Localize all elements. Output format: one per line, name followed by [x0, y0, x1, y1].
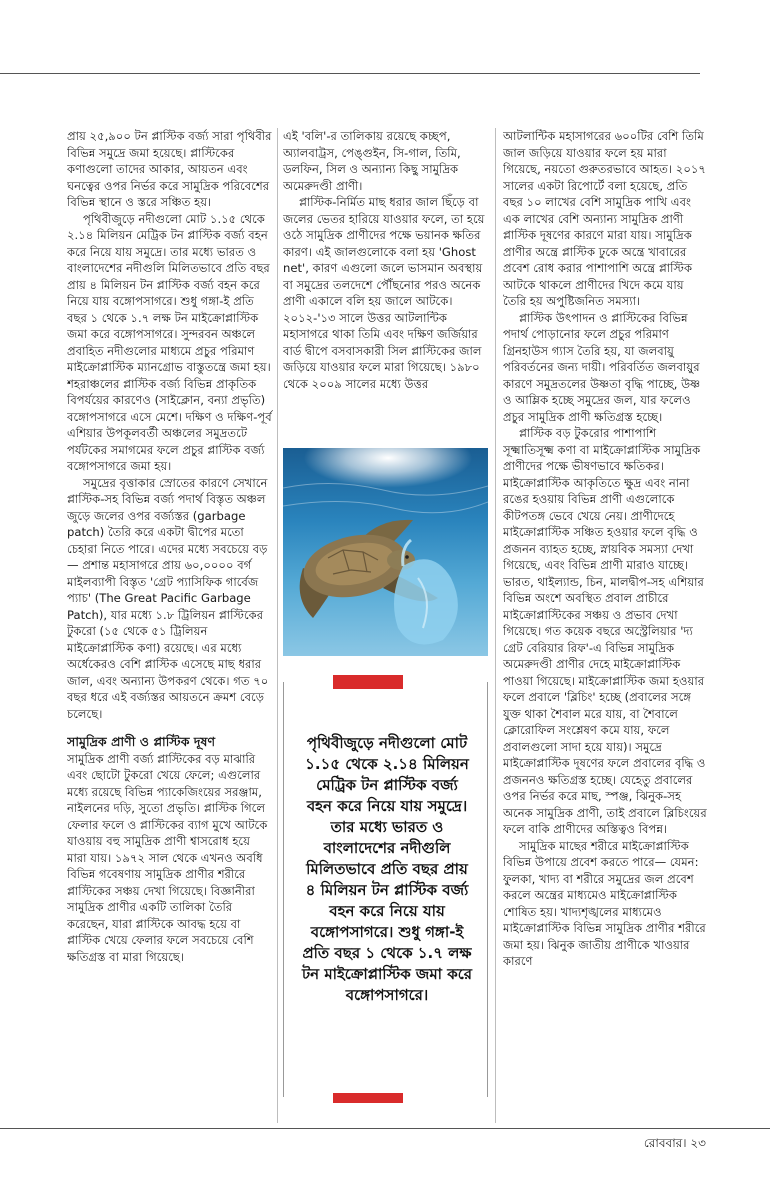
sea-turtle-photo: [283, 448, 488, 656]
accent-bar: [333, 1093, 403, 1103]
column-divider: [277, 128, 278, 1123]
paragraph: সামুদ্রিক মাছের শরীরে মাইক্রোপ্লাস্টিক বিভিন্ন উপায়ে প্রবেশ করতে পারে— যেমন: ফুলকা, খাদ্য বা শরীরে সমুদ্রের জল প্রবেশ করলে অন্ত্রের মাধ্যমেও মাইক্রোপ্লাস্টিক শোষিত হয়। খাদ্যশৃঙ্খলের মাধ্যমেও মাইক্রোপ্লাস্টিক বিভিন্ন সামুদ্রিক প্রাণীর শরীরে জমা হয়। ঝিনুক জাতীয় প্রাণীকে খাওয়ার কারণে: [503, 838, 706, 968]
paragraph: পৃথিবীজুড়ে নদীগুলো মোট ১.১৫ থেকে ২.১৪ মিলিয়ন মেট্রিক টন প্লাস্টিক বর্জ্য বহন করে নিয়ে যায় সমুদ্রে। তার মধ্যে ভারত ও বাংলাদেশের নদীগুলি মিলিতভাবে প্রতি বছর প্রায় ৪ মিলিয়ন টন প্লাস্টিক বর্জ্য বহন করে নিয়ে যায় বঙ্গোপসাগরে। শুধু গঙ্গা-ই প্রতি বছর ১ থেকে ১.৭ লক্ষ টন মাইক্রোপ্লাস্টিক জমা করে বঙ্গোপসাগরে। সুন্দরবন অঞ্চলে প্রবাহিত নদীগুলোর মাধ্যমে প্রচুর পরিমাণ মাইক্রোপ্লাস্টিক ম্যানগ্রোভ বাস্তুতন্ত্রে জমা হয়। শহরাঞ্চলের প্লাস্টিক বর্জ্য বিভিন্ন প্রাকৃতিক বিপর্যয়ের কারণেও (সাইক্লোন, বন্যা প্রভৃতি) বঙ্গোপসাগরে এসে মেশে। দক্ষিণ ও দক্ষিণ-পূর্ব এশিয়ার উপকূলবর্তী অঞ্চলের সমুদ্রতটে পর্যটকের সমাগমের ফলে প্রচুর প্লাস্টিক বর্জ্য বঙ্গোপসাগরে জমা হয়।: [67, 211, 272, 473]
top-rule: [0, 73, 700, 74]
paragraph: প্লাস্টিক বড় টুকরোর পাশাপাশি সূক্ষ্মাতিসূক্ষ্ম কণা বা মাইক্রোপ্লাস্টিক সামুদ্রিক প্রাণীদের পক্ষে ভীষণভাবে ক্ষতিকর। মাইক্রোপ্লাস্টিক আকৃতিতে ক্ষুদ্র এবং নানা রঙের হওয়ায় বিভিন্ন প্রাণী এগুলোকে কীটপতঙ্গ ভেবে খেয়ে নেয়। প্রাণীদেহে মাইক্রোপ্লাস্টিক সঞ্চিত হওয়ার ফলে বৃদ্ধি ও প্রজনন ব্যাহত হচ্ছে, স্নায়বিক সমস্যা দেখা গিয়েছে, এবং বিভিন্ন প্রাণী মারাও যাচ্ছে। ভারত, থাইল্যান্ড, চিন, মালদ্বীপ-সহ এশিয়ার বিভিন্ন অংশে অবস্থিত প্রবাল প্রাচীরে মাইক্রোপ্লাস্টিকের সঞ্চয় ও প্রভাব দেখা গিয়েছে। গত কয়েক বছরে অস্ট্রেলিয়ার 'দ্য গ্রেট বেরিয়ার রিফ'-এ বিভিন্ন সামুদ্রিক অমেরুদণ্ডী প্রাণীর দেহে মাইক্রোপ্লাস্টিক পাওয়া গিয়েছে। মাইক্রোপ্লাস্টিক জমা হওয়ার ফলে প্রবালে 'ব্লিচিং' হচ্ছে (প্রবালের সঙ্গে যুক্ত থাকা শৈবাল মরে যায়, বা শৈবালে ক্লোরোফিল সংশ্লেষণ কমে যায়, ফলে প্রবালগুলো সাদা হয়ে যায়)। সমুদ্রে মাইক্রোপ্লাস্টিক দূষণের ফলে প্রবালের বৃদ্ধি ও প্রজননও ক্ষতিগ্রস্ত হচ্ছে। যেহেতু প্রবালের ওপর নির্ভর করে মাছ, স্পঞ্জ, ঝিনুক-সহ অনেক সামুদ্রিক প্রাণী, তাই প্রবালে ব্লিচিংয়ের ফলে বাকি প্রাণীদের অস্তিত্বও বিপন্ন।: [503, 426, 707, 836]
accent-bar: [333, 675, 403, 689]
pull-quote: [283, 675, 488, 1125]
paragraph: আটলান্টিক মহাসাগরের ৬০০টির বেশি তিমি জাল জড়িয়ে যাওয়ার ফলে হয় মারা গিয়েছে, নয়তো গুরুতরভাবে আহত। ২০১৭ সালের একটা রিপোর্টে বলা হয়েছে, প্রতি বছর ১০ লাখের বেশি সামুদ্রিক পাখি এবং এক লাখের বেশি অন্যান্য সামুদ্রিক প্রাণী প্লাস্টিক দূষণের কারণে মারা যায়। সামুদ্রিক প্রাণীর অন্ত্রে প্লাস্টিক ঢুকে অন্ত্রে খাবারের প্রবেশ রোধ করার পাশাপাশি অন্ত্রে প্লাস্টিক আটকে থাকলে প্রাণীদের খিদে কমে যায় তৈরি হয় অপুষ্টিজনিত সমস্যা।: [503, 129, 706, 308]
paragraph: প্রায় ২৫,৯০০ টন প্লাস্টিক বর্জ্য সারা পৃথিবীর বিভিন্ন সমুদ্রে জমা হয়েছে। প্লাস্টিকের কণাগুলো তাদের আকার, আয়তন এবং ঘনত্বের ওপর নির্ভর করে সামুদ্রিক পরিবেশের বিভিন্ন স্থানে ও স্তরে সঞ্চিত হয়।: [67, 129, 272, 209]
page-footer: রোববার। ২৩: [643, 1136, 706, 1150]
pull-quote-text: পৃথিবীজুড়ে নদীগুলো মোট ১.১৫ থেকে ২.১৪ মিলিয়ন মেট্রিক টন প্লাস্টিক বর্জ্য বহন করে নিয়ে যায় সমুদ্রে। তার মধ্যে ভারত ও বাংলাদেশের নদীগুলি মিলিতভাবে প্রতি বছর প্রায় ৪ মিলিয়ন টন প্লাস্টিক বর্জ্য বহন করে নিয়ে যায় বঙ্গোপসাগরে। শুধু গঙ্গা-ই প্রতি বছর ১ থেকে ১.৭ লক্ষ টন মাইক্রোপ্লাস্টিক জমা করে বঙ্গোপসাগরে।: [301, 734, 473, 1004]
paragraph: প্লাস্টিক-নির্মিত মাছ ধরার জাল ছিঁড়ে বা জলের ভেতর হারিয়ে যাওয়ার ফলে, তা হয়ে ওঠে সামুদ্রিক প্রাণীদের পক্ষে ভয়ানক ক্ষতির কারণ। এই জালগুলোকে বলা হয় 'Ghost net', কারণ এগুলো জলে ভাসমান অবস্থায় বা সমুদ্রের তলদেশে পৌঁছনোর পরও অনেক প্রাণী একালে বলি হয় জালে আটকে। ২০১২-'১৩ সালে উত্তর আটলান্টিক মহাসাগরে থাকা তিমি এবং দক্ষিণ জর্জিয়ার বার্ড দ্বীপে বসবাসকারী সিল প্লাস্টিকের জাল জড়িয়ে যাওয়ার ফলে মারা গিয়েছে। ১৯৮০ থেকে ২০০৯ সালের মধ্যে উত্তর: [283, 195, 485, 391]
article-column-2: [283, 128, 488, 433]
section-heading: সামুদ্রিক প্রাণী ও প্লাস্টিক দূষণ: [67, 734, 216, 749]
column-divider: [495, 128, 496, 1123]
turtle-illustration-icon: [283, 448, 488, 656]
article-column-3: [503, 128, 708, 1113]
bottom-rule: [0, 1128, 770, 1129]
article-column-1: [67, 128, 273, 1113]
paragraph: প্লাস্টিক উৎপাদন ও প্লাস্টিকের বিভিন্ন পদার্থ পোড়ানোর ফলে প্রচুর পরিমাণ গ্রিনহাউস গ্যাস তৈরি হয়, যা জলবায়ু পরিবর্তনের জন্য দায়ী। পরিবর্তিত জলবায়ুর কারণে সমুদ্রতলের উষ্ণতা বৃদ্ধি পাচ্ছে, উষ্ণ ও আম্লিক হচ্ছে সমুদ্রের জল, যার ফলেও প্রচুর সামুদ্রিক প্রাণী ক্ষতিগ্রস্ত হচ্ছে।: [503, 310, 701, 424]
paragraph: এই 'বলি'-র তালিকায় রয়েছে কচ্ছপ, অ্যালবাট্রস, পেঙ্গুইন, সি-গাল, তিমি, ডলফিন, সিল ও অন্যান্য কিছু সামুদ্রিক অমেরুদণ্ডী প্রাণী।: [283, 129, 461, 193]
paragraph: সামুদ্রিক প্রাণী বর্জ্য প্লাস্টিকের বড় মাঝারি এবং ছোটো টুকরো খেয়ে ফেলে; এগুলোর মধ্যে রয়েছে বিভিন্ন প্যাকেজিংয়ের সরঞ্জাম, নাইলনের দড়ি, সুতো প্রভৃতি। প্লাস্টিক গিলে ফেলার ফলে ও প্লাস্টিকের ব্যাগ মুখে আটকে যাওয়ায় বহু সামুদ্রিক প্রাণী শ্বাসরোধ হয়ে মারা যায়। ১৯৭২ সাল থেকে এখনও অবধি বিভিন্ন গবেষণায় সামুদ্রিক প্রাণীর শরীরে প্লাস্টিকের সঞ্চয় দেখা গিয়েছে। বিজ্ঞানীরা সামুদ্রিক প্রাণীর একটি তালিকা তৈরি করেছেন, যারা প্লাস্টিকে আবদ্ধ হয়ে বা প্লাস্টিক খেয়ে ফেলার ফলে সবচেয়ে বেশি ক্ষতিগ্রস্ত বা মারা গিয়েছে।: [67, 751, 268, 964]
paragraph: সমুদ্রের বৃত্তাকার স্রোতের কারণে সেখানে প্লাস্টিক-সহ বিভিন্ন বর্জ্য পদার্থ বিস্তৃত অঞ্চল জুড়ে জলের ওপর বর্জ্যস্তর (garbage patch) তৈরি করে একটা দ্বীপের মতো চেহারা নিতে পারে। এদের মধ্যে সবচেয়ে বড়— প্রশান্ত মহাসাগরে প্রায় ৬০,০০০০ বর্গ মাইলব্যাপী বিস্তৃত 'গ্রেট প্যাসিফিক গার্বেজ প্যাচ' (The Great Pacific Garbage Patch), যার মধ্যে ১.৮ ট্রিলিয়ন প্লাস্টিকের টুকরো (১৫ থেকে ৫১ ট্রিলিয়ন মাইক্রোপ্লাস্টিক কণা) রয়েছে। এর মধ্যে অর্ধেকেরও বেশি প্লাস্টিক এসেছে মাছ ধরার জাল, এবং অন্যান্য উপকরণ থেকে। গত ৭০ বছর ধরে এই বর্জ্যস্তর আয়তনে ক্রমশ বেড়ে চলেছে।: [67, 475, 269, 721]
